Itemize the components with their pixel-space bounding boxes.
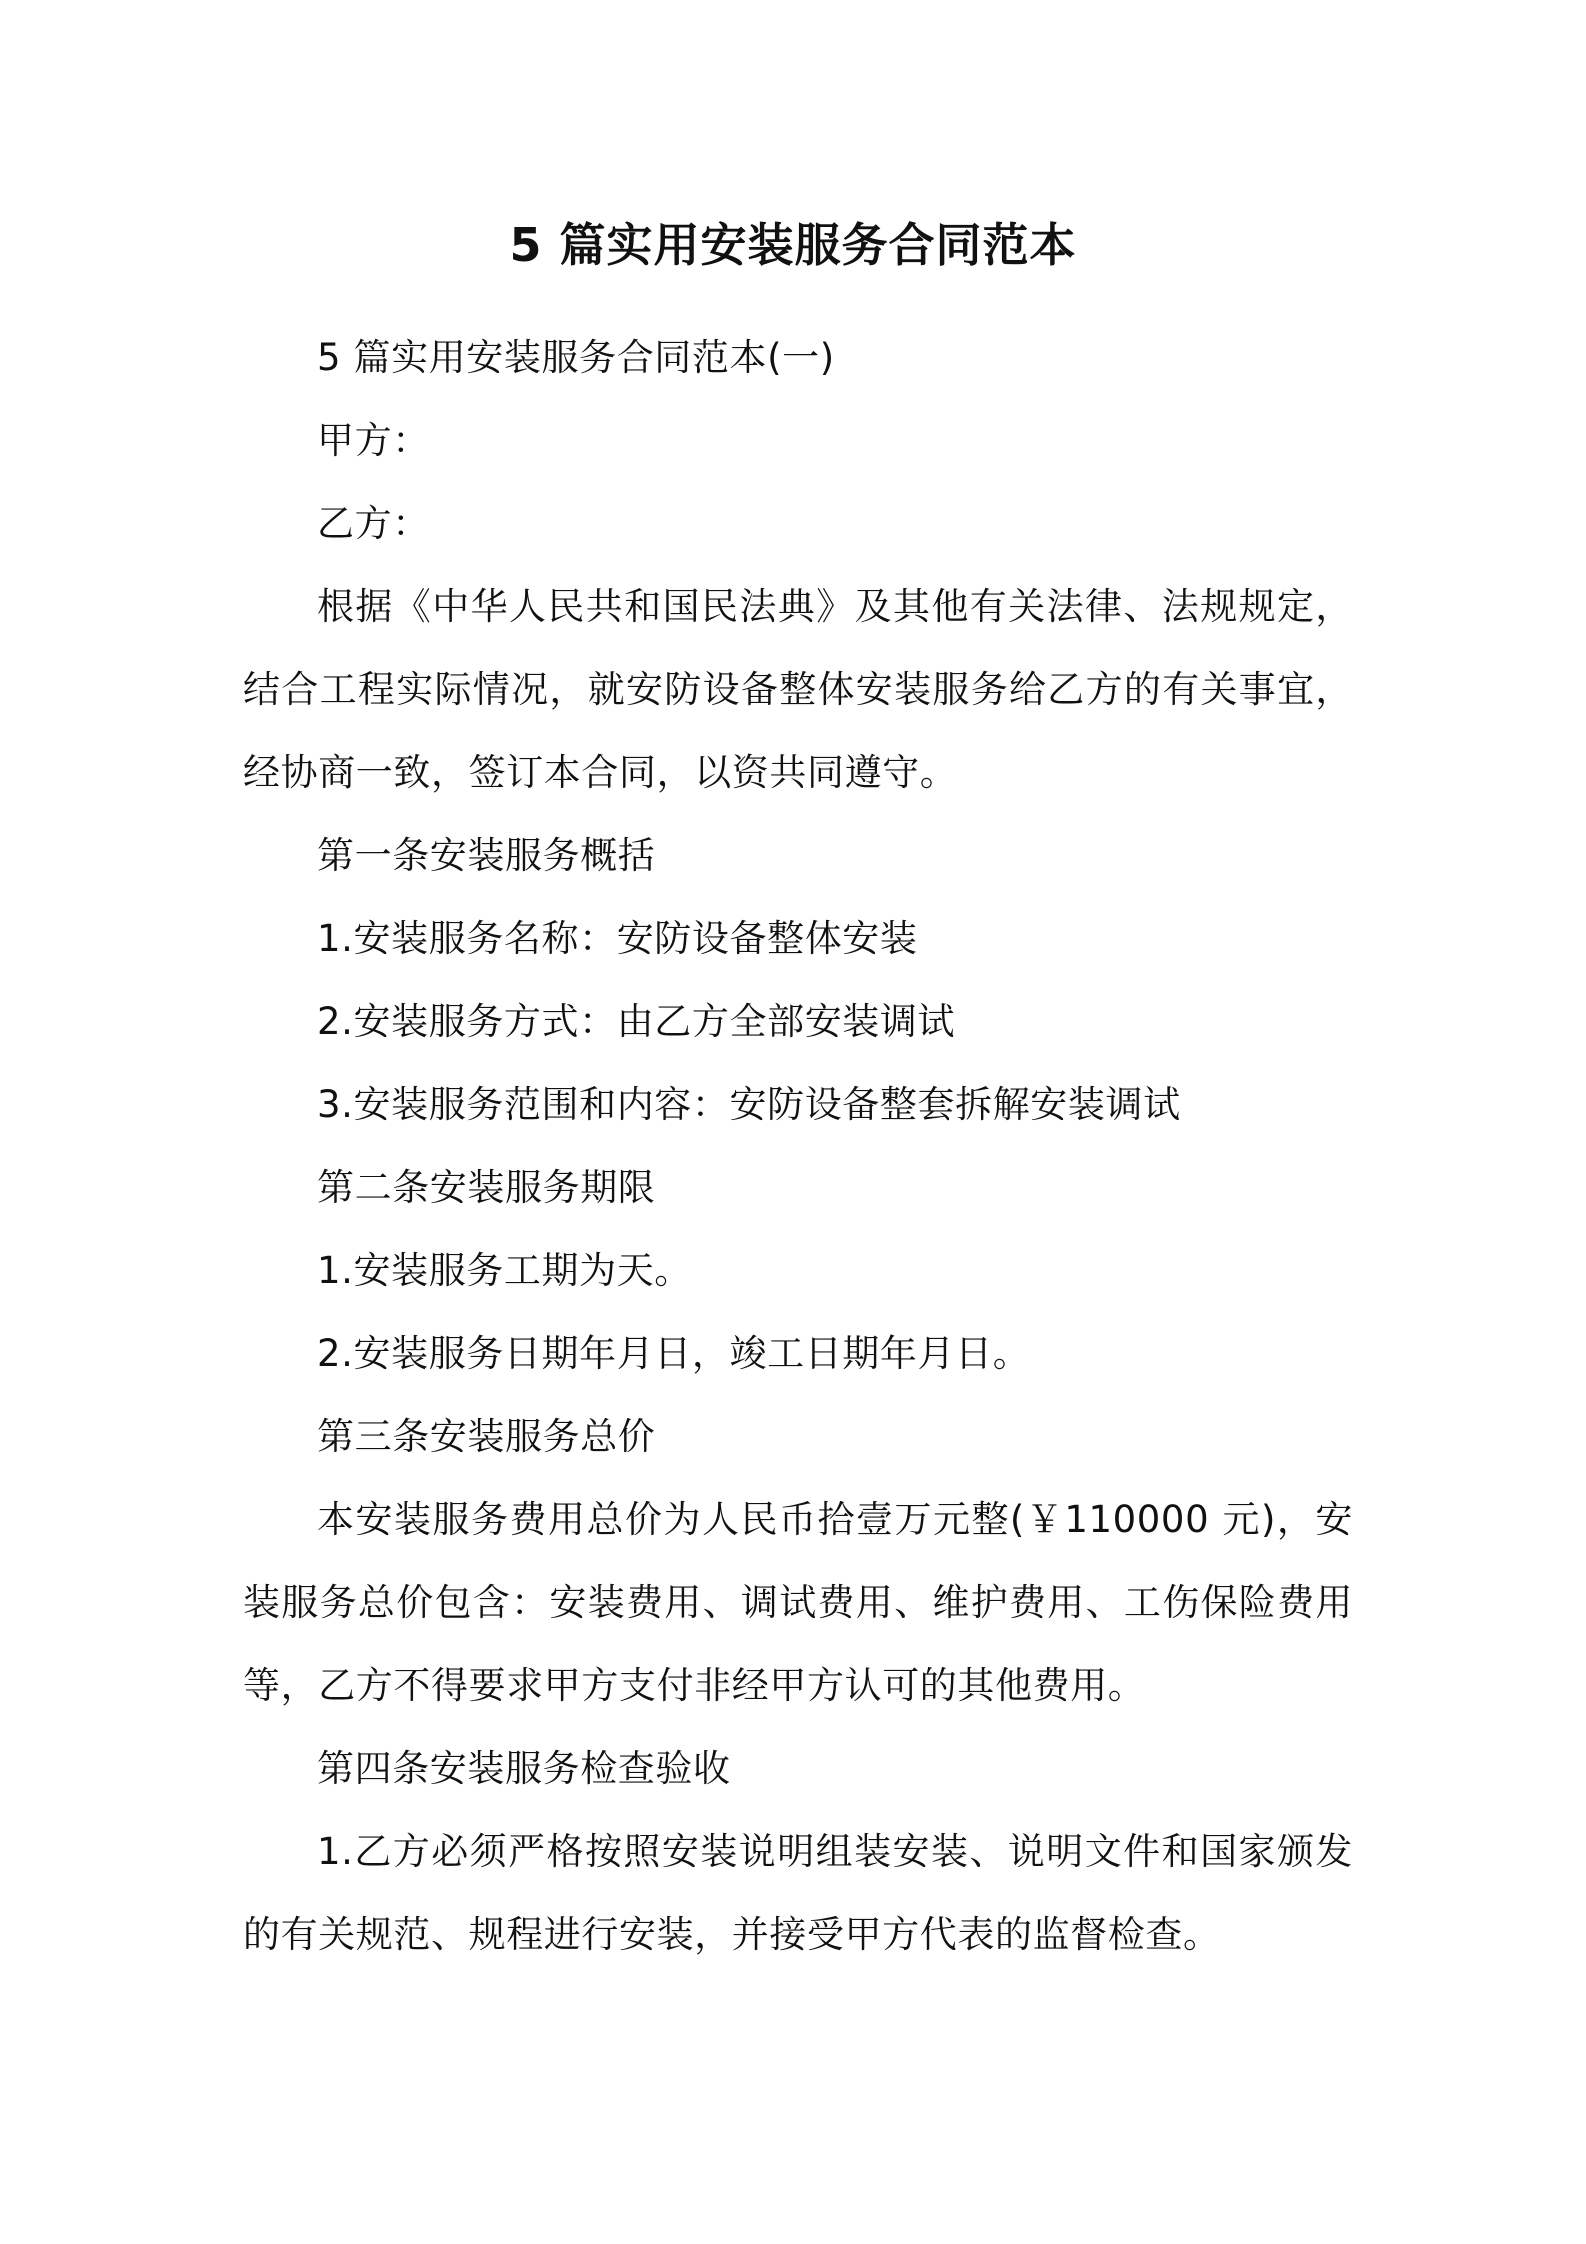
article-2-item-2: 2.安装服务日期年月日，竣工日期年月日。 — [317, 1332, 1031, 1375]
article-1-item-2: 2.安装服务方式：由乙方全部安装调试 — [317, 1000, 956, 1043]
article-2-item-1: 1.安装服务工期为天。 — [317, 1249, 692, 1292]
contract-subtitle: 5 篇实用安装服务合同范本(一) — [317, 336, 835, 379]
article-4-heading: 第四条安装服务检查验收 — [317, 1747, 731, 1790]
article-1-item-1: 1.安装服务名称：安防设备整体安装 — [317, 917, 918, 960]
document-body — [243, 316, 1353, 1976]
party-b-line: 乙方： — [317, 502, 430, 545]
article-3-paragraph: 本安装服务费用总价为人民币拾壹万元整(￥110000 元)，安装服务总价包含：安装费用、调试费用、维护费用、工伤保险费用等，乙方不得要求甲方支付非经甲方认可的其他费用。 — [243, 1498, 1353, 1707]
document-title: 5 篇实用安装服务合同范本 — [509, 218, 1077, 272]
article-1-item-3: 3.安装服务范围和内容：安防设备整套拆解安装调试 — [317, 1083, 1181, 1126]
article-4-item-1: 1.乙方必须严格按照安装说明组装安装、说明文件和国家颁发的有关规范、规程进行安装，并接受甲方代表的监督检查。 — [243, 1830, 1353, 1956]
article-1-heading: 第一条安装服务概括 — [317, 834, 656, 877]
article-3-heading: 第三条安装服务总价 — [317, 1415, 656, 1458]
preamble-paragraph: 根据《中华人民共和国民法典》及其他有关法律、法规规定，结合工程实际情况，就安防设备整体安装服务给乙方的有关事宜，经协商一致，签订本合同，以资共同遵守。 — [243, 585, 1353, 794]
article-2-heading: 第二条安装服务期限 — [317, 1166, 656, 1209]
party-a-line: 甲方： — [317, 419, 430, 462]
